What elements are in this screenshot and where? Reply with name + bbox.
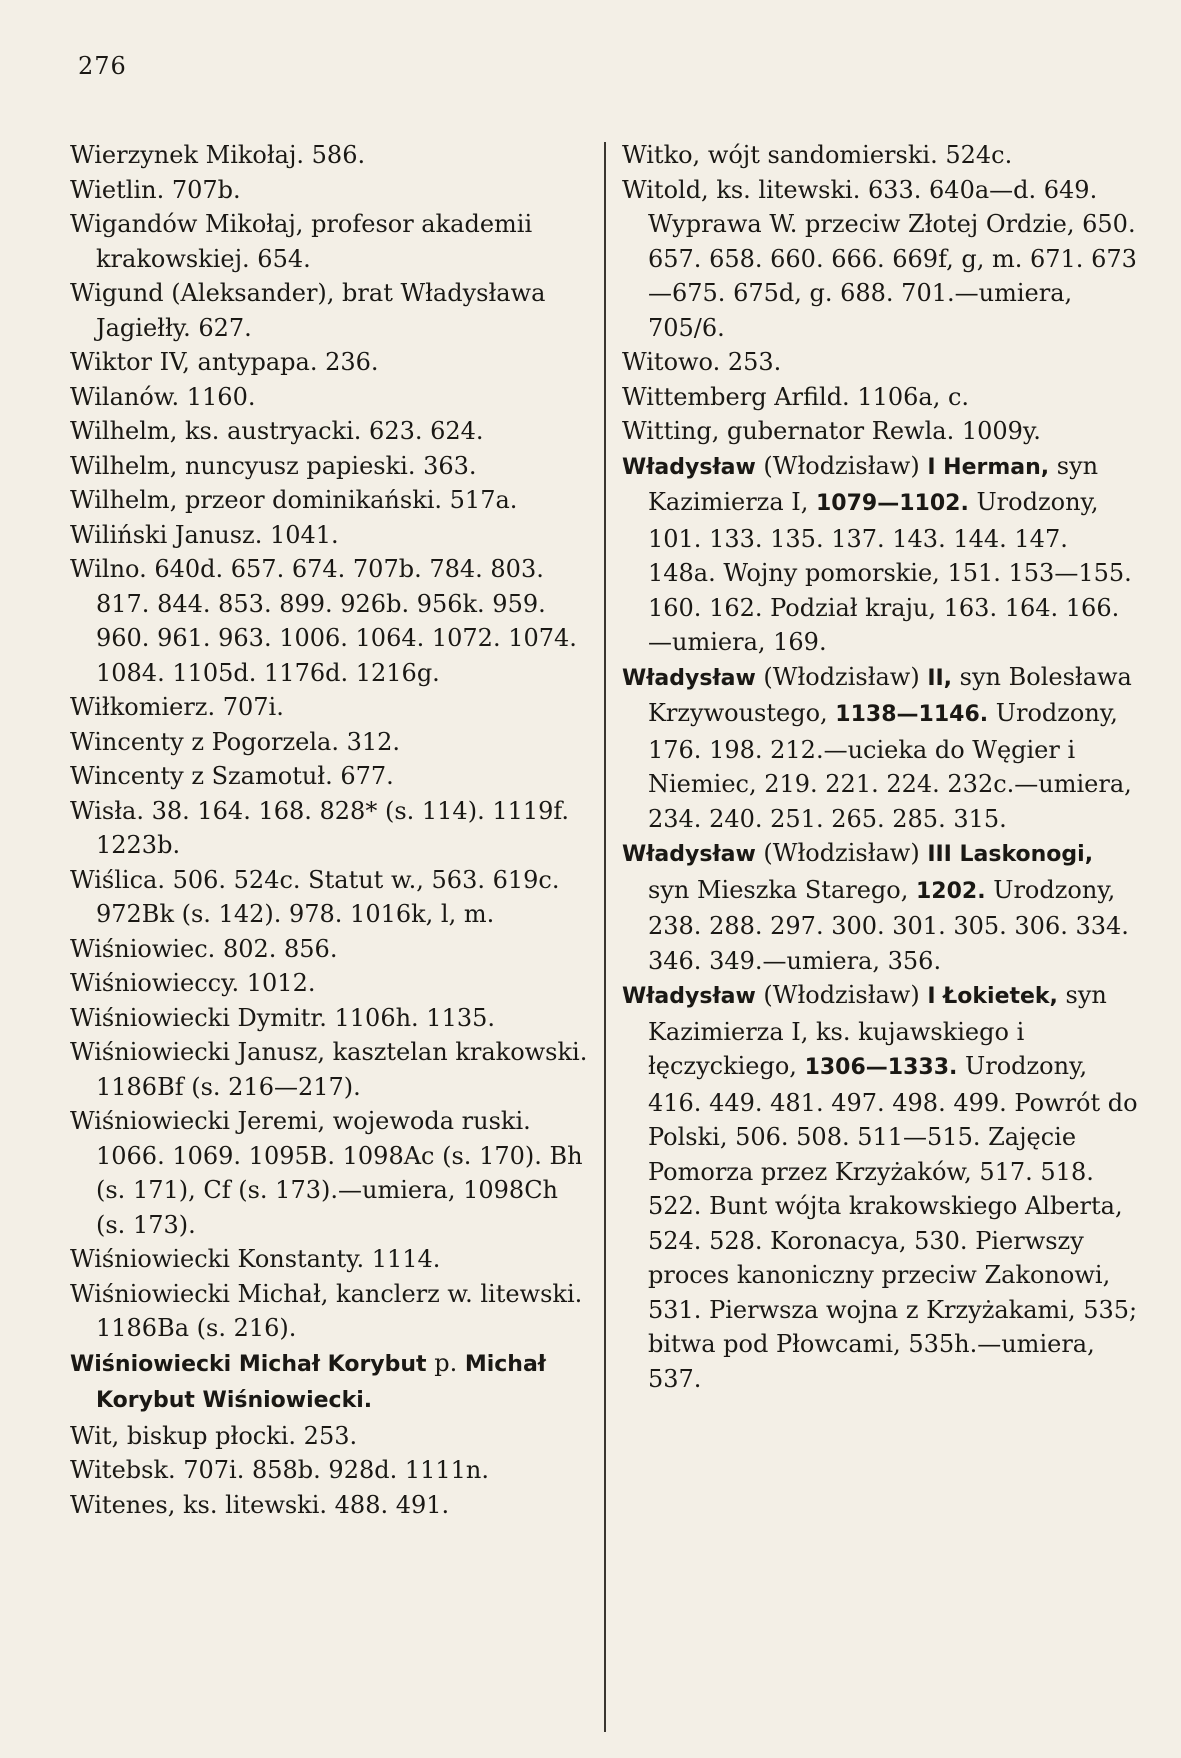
index-entry: Wiśniowiecki Konstanty. 1114. [70, 1245, 441, 1273]
index-entry-king [622, 978, 1142, 1396]
entry-desc: syn Kazimierza I, ks. kujawskiego i łęczyckiego, [648, 981, 1107, 1080]
column-divider [604, 142, 606, 1732]
index-entry: Wierzynek Mikołaj. 586. [70, 141, 366, 169]
entry-heading: Władysław [622, 842, 756, 867]
index-entry: Wiślica. 506. 524c. Statut w., 563. 619c. 972Bk (s. 142). 978. 1016k, l, m. [70, 865, 560, 928]
index-entry: Wiśniowiec. 802. 856. [70, 934, 338, 963]
index-entry: Wietlin. 707b. [70, 175, 241, 204]
entry-desc: syn Bolesława Krzywoustego, [648, 662, 1132, 727]
entry-reign-years: 1079—1102. [816, 491, 969, 516]
entry-heading: Władysław [622, 454, 756, 480]
entry-regnal: I Łokietek, [927, 984, 1058, 1009]
index-entry-king [622, 660, 1142, 837]
index-entry: Wincenty z Pogorzela. 312. [70, 727, 401, 756]
index-entry: Wiśniowiecki Michał, kanclerz w. litewski. 1186Ba (s. 216). [70, 1279, 583, 1342]
index-entry: Wittemberg Arfild. 1106a, c. [622, 382, 970, 411]
index-entry: Wit, biskup płocki. 253. [70, 1421, 358, 1450]
index-entry: Witko, wójt sandomierski. 524c. [622, 141, 1013, 169]
entry-refs: Urodzony, 101. 133. 135. 137. 143. 144. 147. 148a. Wojny pomorskie, 151. 153—155. 160. 162. Podział kraju, 163. 164. 166.—umiera, 169. [648, 488, 1132, 656]
entry-reign-years: 1306—1333. [804, 1055, 958, 1080]
entry-alias: (Włodzisław) [755, 662, 928, 691]
index-entry: Wilno. 640d. 657. 674. 707b. 784. 803. 817. 844. 853. 899. 926b. 956k. 959. 960. 961. 963. 1006. 1064. 1072. 1074. 1084. 1105d. 1176d. 1216g. [70, 555, 577, 687]
entry-alias: (Włodzisław) [755, 839, 928, 867]
index-entry: Wiśniowiecki Dymitr. 1106h. 1135. [70, 1003, 496, 1032]
entry-regnal: II, [927, 665, 953, 691]
index-entry: Witebsk. 707i. 858b. 928d. 1111n. [70, 1456, 490, 1484]
index-entry: Witold, ks. litewski. 633. 640a—d. 649. Wyprawa W. przeciw Złotej Ordzie, 650. 657. 658. 660. 666. 669f, g, m. 671. 673—675. 675d, g. 688. 701.—umiera, 705/6. [622, 175, 1137, 342]
index-entry: Wiśniowiecki Janusz, kasztelan krakowski. 1186Bf (s. 216—217). [70, 1038, 588, 1101]
index-entry: Wiłkomierz. 707i. [70, 693, 284, 721]
index-entry: Wisła. 38. 164. 168. 828* (s. 114). 1119f. 1223b. [70, 796, 570, 859]
entry-heading: Władysław [622, 984, 756, 1009]
index-entry: Witting, gubernator Rewla. 1009y. [622, 417, 1041, 445]
index-entry: Wilhelm, nuncyusz papieski. 363. [70, 451, 477, 480]
index-entry: Wigund (Aleksander), brat Władysława Jagiełły. 627. [70, 279, 546, 342]
index-entry-king [622, 836, 1142, 978]
index-entry: Witowo. 253. [622, 348, 782, 376]
entry-heading: Wiśniowiecki Michał Korybut [70, 1351, 427, 1377]
entry-regnal: I Herman, [927, 454, 1050, 480]
index-entry-king [622, 449, 1142, 660]
index-entry: Wiśniowiecki Jeremi, wojewoda ruski. 1066. 1069. 1095B. 1098Ac (s. 170). Bh (s. 171), Cf (s. 173).—umiera, 1098Ch (s. 173). [70, 1107, 583, 1239]
entry-heading: Władysław [622, 665, 756, 691]
index-entry: Wilhelm, przeor dominikański. 517a. [70, 486, 518, 514]
entry-alias: (Włodzisław) [755, 451, 928, 480]
index-entry: Wilhelm, ks. austryacki. 623. 624. [70, 417, 484, 445]
index-entry: Wigandów Mikołaj, profesor akademii krakowskiej. 654. [70, 210, 533, 273]
index-entry: Wiktor IV, antypapa. 236. [70, 348, 379, 376]
right-column [622, 138, 1142, 1396]
index-entry: Wilanów. 1160. [70, 382, 256, 411]
entry-reign-years: 1138—1146. [835, 702, 989, 727]
entry-refs: Urodzony, 416. 449. 481. 497. 498. 499. Powrót do Polski, 506. 508. 511—515. Zajęcie Pomorza przez Krzyżaków, 517. 518. 522. Bunt wójta krakowskiego Alberta, 524. 528. Koronacya, 530. Pierwszy proces kanoniczny przeciw Zakonowi, 531. Pierwsza wojna z Krzyżakami, 535; bitwa pod Płowcami, 535h.—umiera, 537. [648, 1052, 1138, 1393]
entry-desc: syn Mieszka Starego, [648, 875, 916, 904]
left-column [70, 138, 590, 1522]
page-number: 276 [78, 52, 127, 80]
crossref-marker: p. [426, 1348, 465, 1377]
index-entry: Wiliński Janusz. 1041. [70, 520, 339, 549]
index-entry-crossref [70, 1346, 590, 1419]
entry-heading-target: Michał Korybut Wiśniowiecki. [96, 1351, 546, 1413]
index-entry: Wincenty z Szamotuł. 677. [70, 762, 394, 790]
entry-desc: syn Kazimierza I, [648, 451, 1099, 516]
entry-alias: (Włodzisław) [755, 981, 928, 1009]
entry-reign-years: 1202. [916, 878, 986, 904]
entry-refs: Urodzony, 176. 198. 212.—ucieka do Węgier i Niemiec, 219. 221. 224. 232c.—umiera, 234. 240. 251. 265. 285. 315. [648, 699, 1132, 833]
entry-regnal: III Laskonogi, [927, 842, 1094, 867]
index-entry: Witenes, ks. litewski. 488. 491. [70, 1490, 450, 1519]
entry-refs: Urodzony, 238. 288. 297. 300. 301. 305. 306. 334. 346. 349.—umiera, 356. [648, 875, 1129, 975]
index-entry: Wiśniowieccy. 1012. [70, 969, 316, 997]
